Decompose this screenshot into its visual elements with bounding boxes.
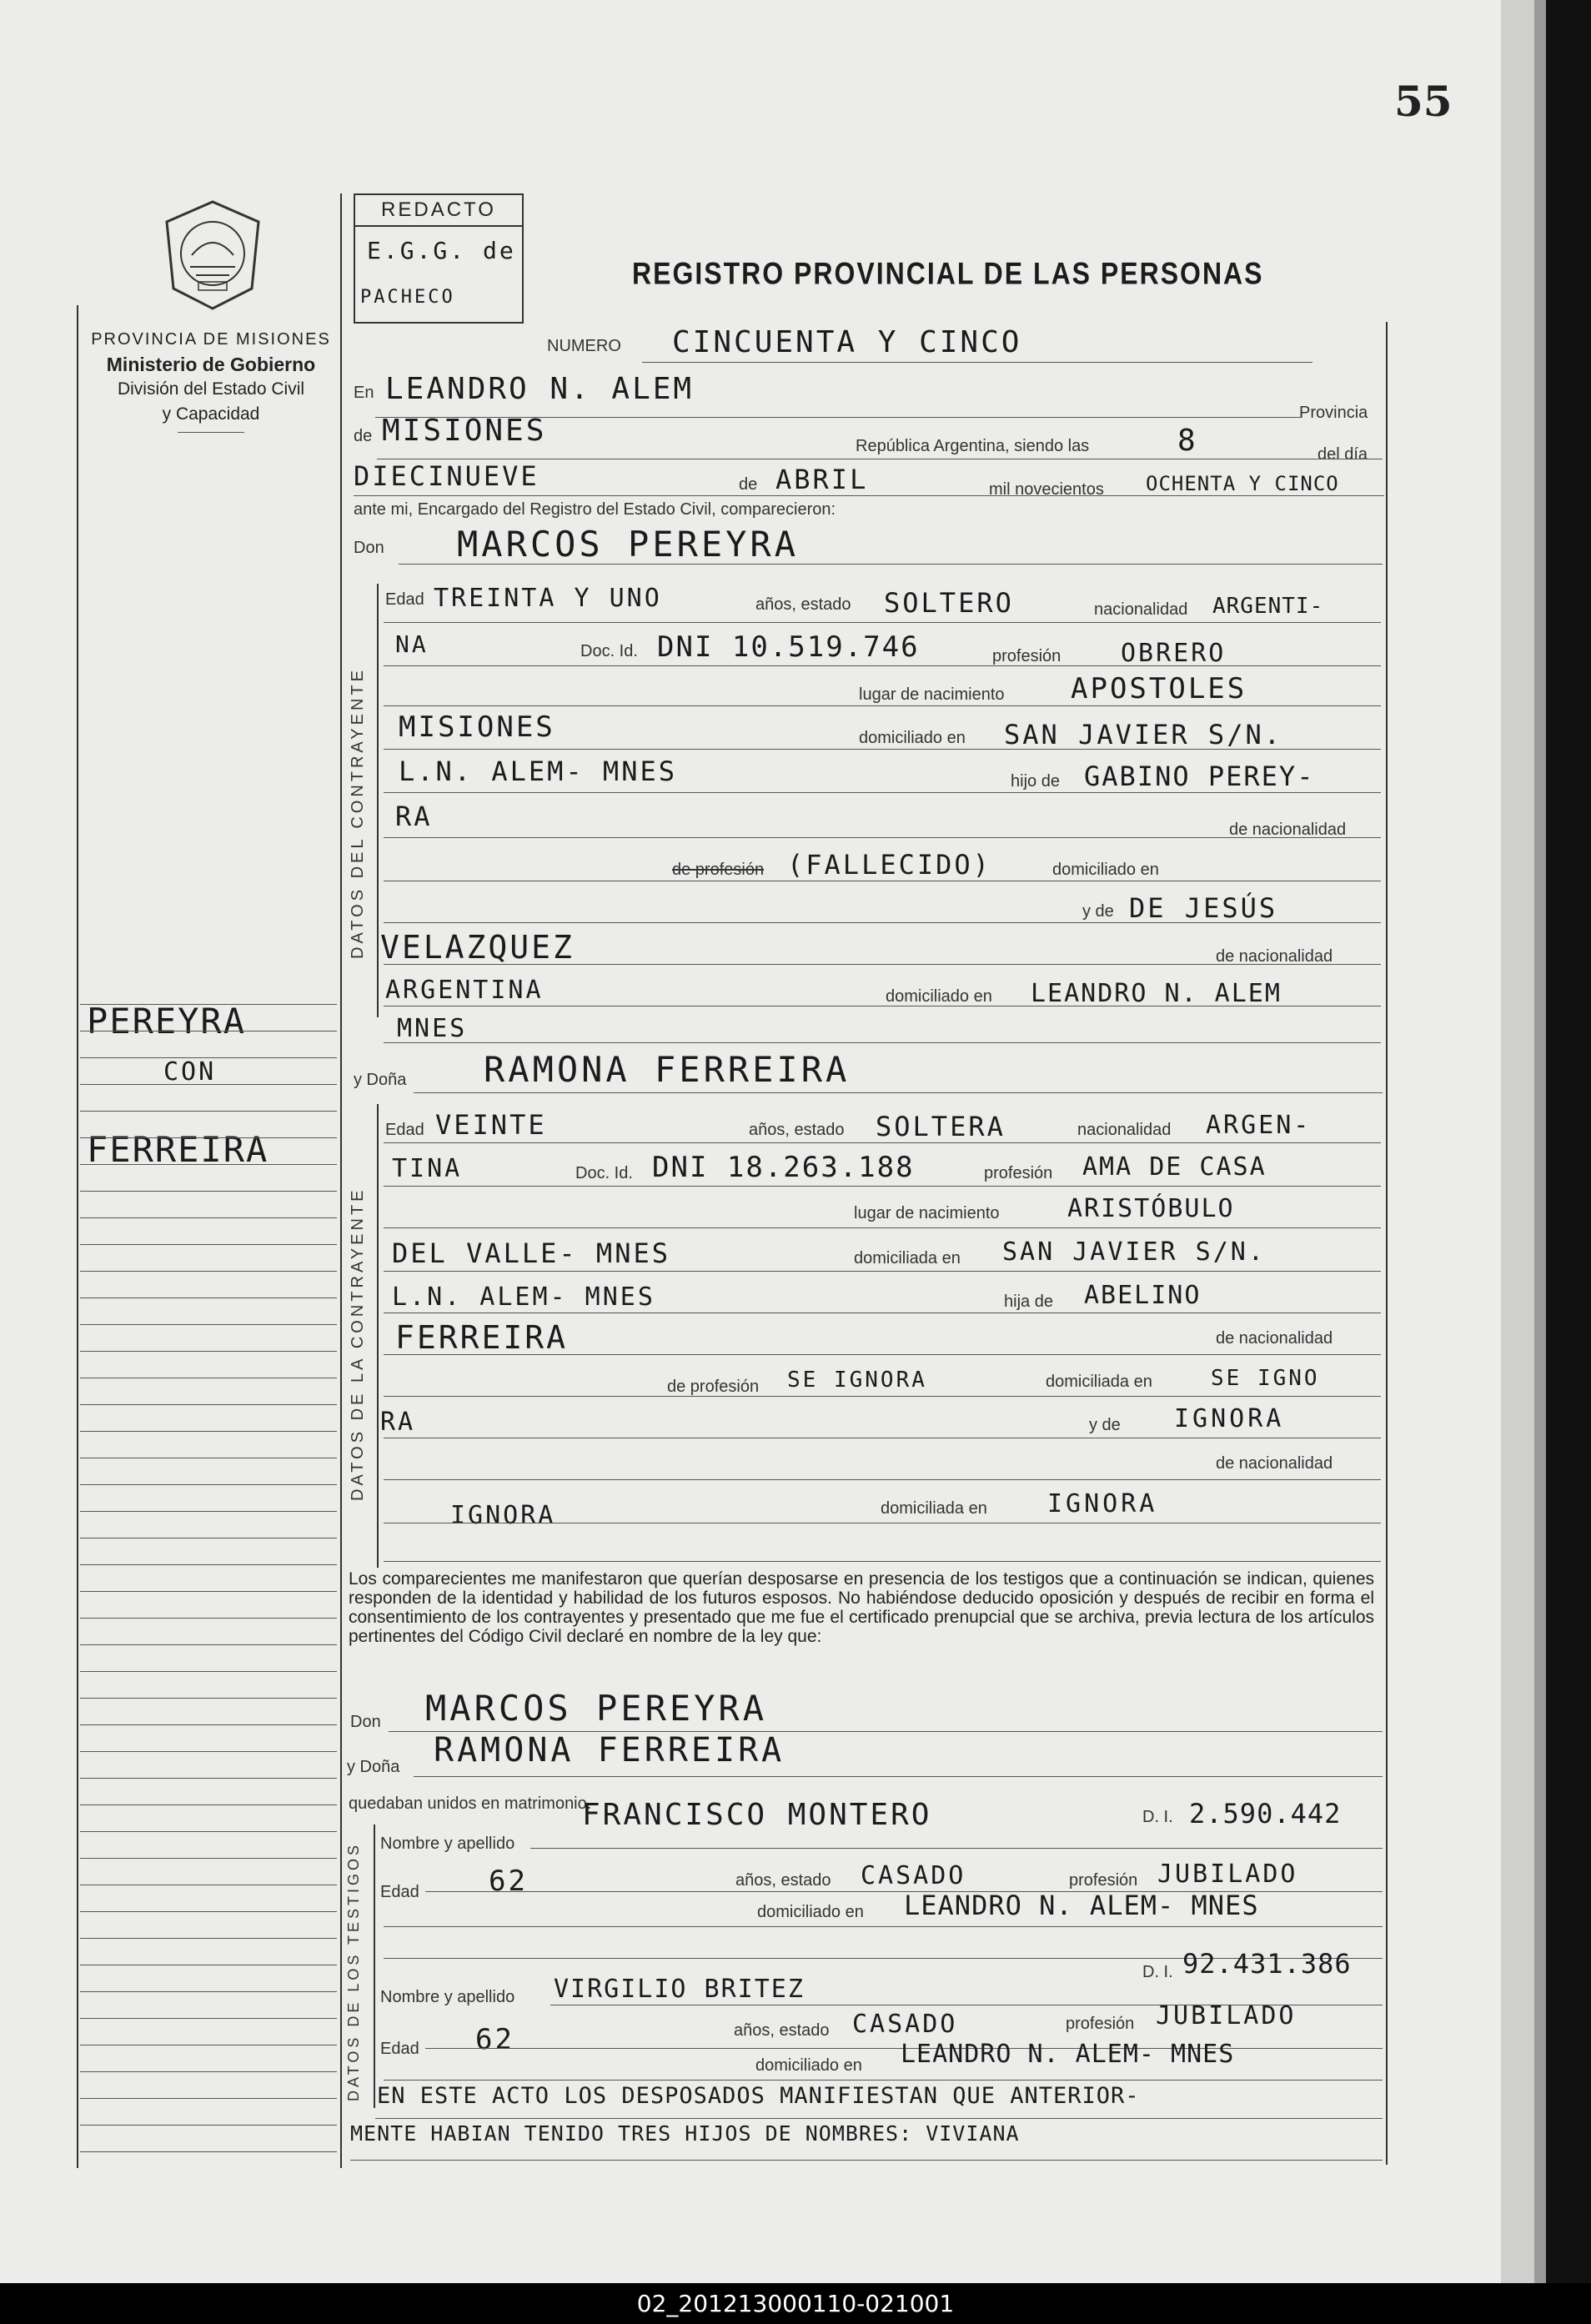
declaracion-dona: RAMONA FERREIRA [434,1731,785,1769]
dona-label-2: y Doña [347,1758,400,1776]
contrayenta-madre: IGNORA [1174,1404,1285,1433]
t1-estado: CASADO [861,1861,966,1890]
contrayenta-dom1: SAN JAVIER S/N. [1002,1237,1266,1267]
t2-profesion: JUBILADO [1156,2001,1297,2030]
estado-label: años, estado [755,595,851,614]
contrayente-padre2: RA [395,801,433,832]
don-label-2: Don [350,1713,381,1731]
margin-rule [80,1217,337,1218]
margin-rule [80,1938,337,1939]
page-edge [1501,0,1534,2283]
numero-value: CINCUENTA Y CINCO [672,325,1022,359]
form-right-border [1386,322,1388,2165]
t2-edad-label: Edad [380,2040,419,2058]
profesion-label: profesión [992,647,1062,665]
margin-note-line3: FERREIRA [87,1129,269,1170]
scan-footer-id: 02_201213000110-021001 [0,2283,1591,2324]
declaracion-parrafo: Los comparecientes me manifestaron que querían desposarse en presencia de los testigos que a continuación se indican, quienes responden de la identidad y habilidad de los futuros esposos. No habiéndose deducido oposición y después de recibir en forma el consentimiento de los contrayentes y presentado que me fue el certificado prenupcial que se archiva, previa lectura de los artículos pertinentes del Código Civil declaré en nombre de la ley que: [349,1569,1374,1646]
redacto-line1: E.G.G. de [367,237,516,264]
margin-rule [80,2151,337,2152]
page-edge-shadow [1534,0,1546,2283]
margin-rule [80,1911,337,1912]
domiciliada-label: domiciliada en [854,1249,961,1267]
t2-estado: CASADO [852,2010,958,2039]
margin-rule [80,1084,337,1085]
t2-domicilio-label: domiciliado en [755,2056,862,2075]
don-label: Don [354,539,384,557]
margin-rule [80,1751,337,1752]
contrayente-madre-dom1: LEANDRO N. ALEM [1031,979,1282,1008]
edad-label-2: Edad [385,1121,424,1139]
ante-label: ante mi, Encargado del Registro del Estado Civil, comparecieron: [354,500,836,519]
margin-rule [80,1724,337,1725]
contrayente-dom2: L.N. ALEM- MNES [399,755,677,787]
domicilio-label: domiciliado en [859,729,966,747]
hora-value: 8 [1177,424,1198,458]
t1-edad-label: Edad [380,1883,419,1901]
domiciliada-label-3: domiciliada en [881,1499,987,1518]
de-profesion-label: de profesión [672,861,765,879]
t2-estado-label: años, estado [734,2021,830,2040]
margin-rule [80,1244,337,1245]
declaracion-don: MARCOS PEREYRA [425,1688,768,1729]
hija-label: hija de [1004,1293,1053,1311]
margin-rule [80,1484,337,1485]
mes-value: ABRIL [775,464,869,495]
t2-domicilio: LEANDRO N. ALEM- MNES [901,2040,1235,2069]
ministry-line: Ministerio de Gobierno [106,354,316,375]
contrayente-nombre: MARCOS PEREYRA [457,524,800,565]
contrayenta-lugar-nac1: ARISTÓBULO [1067,1194,1235,1223]
contrayente-nac1: ARGENTI- [1212,594,1324,619]
division-line: División del Estado Civil [117,379,305,399]
t2-di-label: D. I. [1142,1963,1173,1981]
de-nacionalidad-label-2: de nacionalidad [1216,947,1333,966]
contrayente-doc: DNI 10.519.746 [657,630,920,664]
contrayente-padre-estado: (FALLECIDO) [787,849,991,881]
testigos-vertical-label: DATOS DE LOS TESTIGOS [345,1841,362,2101]
contrayente-lugar-nac1: APOSTOLES [1071,672,1247,705]
contrayenta-nac2: TINA [392,1154,463,1183]
doc-label: Doc. Id. [580,642,638,660]
t2-nombre: VIRGILIO BRITEZ [554,1975,805,2004]
estado-label-2: años, estado [749,1121,845,1139]
margin-note-line2: CON [163,1057,217,1087]
nacionalidad-label: nacionalidad [1094,600,1188,619]
nacionalidad-label-2: nacionalidad [1077,1121,1172,1139]
margin-rule [80,1004,337,1005]
domicilio-label-3: domiciliado en [886,987,992,1006]
domiciliada-label-2: domiciliada en [1046,1373,1152,1391]
margin-rule [80,1324,337,1325]
contrayenta-madre-nac: IGNORA [450,1501,556,1530]
margin-right-border [340,193,342,2168]
t1-profesion: JUBILADO [1157,1860,1298,1889]
province-header [78,327,344,433]
contrayente-profesion: OBRERO [1121,639,1227,668]
numero-label: NUMERO [547,337,621,355]
domicilio-label-2: domiciliado en [1052,861,1159,879]
contrayenta-madre-dom: IGNORA [1047,1489,1158,1518]
y-de-label: y de [1082,902,1114,921]
redacto-label: REDACTO [355,198,522,227]
provincia-label: Provincia [1299,404,1368,422]
page-number: 55 [1394,77,1453,126]
contrayente-lugar-nac2: MISIONES [399,710,555,744]
de-label-2: de [739,475,758,494]
margin-rule [80,1431,337,1432]
margin-left-border [77,305,78,2168]
anio-value: OCHENTA Y CINCO [1146,472,1339,495]
t1-estado-label: años, estado [735,1871,831,1890]
contrayenta-padre2: FERREIRA [395,1319,569,1356]
province-line: PROVINCIA DE MISIONES [91,330,331,349]
contrayente-edad: TREINTA Y UNO [434,584,662,613]
nota-line2: MENTE HABIAN TENIDO TRES HIJOS DE NOMBRES: VIVIANA [350,2121,1020,2146]
margin-rule [80,1591,337,1592]
margin-rule [80,1351,337,1352]
margin-rule [80,1271,337,1272]
lugar-nac-label-2: lugar de nacimiento [854,1204,1000,1222]
t2-di: 92.431.386 [1182,1948,1352,1980]
margin-rule [80,1057,337,1058]
y-de-label-2: y de [1089,1416,1121,1434]
contrayente-nac2: NA [395,630,429,658]
edad-label: Edad [385,590,424,609]
contrayenta-dom2: L.N. ALEM- MNES [392,1282,655,1312]
margin-rule [80,1698,337,1699]
margin-rule [80,1858,337,1859]
provincia-value: MISIONES [382,414,547,448]
lugar-value: LEANDRO N. ALEM [385,372,695,406]
contrayenta-padre-dom1: SE IGNO [1211,1366,1320,1391]
contrayenta-edad: VEINTE [435,1109,547,1141]
t2-nombre-label: Nombre y apellido [380,1988,515,2006]
margin-rule [80,1991,337,1992]
margin-rule [80,2125,337,2126]
hijo-label: hijo de [1011,772,1060,791]
contrayente-madre1: DE JESÚS [1129,892,1278,924]
capacity-line: y Capacidad [162,404,260,424]
contrayente-vertical-label: DATOS DEL CONTRAYENTE [349,667,367,959]
dia-value: DIECINUEVE [354,460,540,492]
redacto-line2: PACHECO [360,287,455,308]
t1-nombre-label: Nombre y apellido [380,1835,515,1853]
margin-rule [80,1831,337,1832]
t2-edad: 62 [475,2023,514,2056]
provincial-seal-icon [158,197,267,314]
contrayenta-doc: DNI 18.263.188 [652,1151,915,1184]
quedaban-label: quedaban unidos en matrimonio. [349,1794,592,1813]
lugar-nac-label: lugar de nacimiento [859,685,1005,704]
de-profesion-label-2: de profesión [667,1378,760,1396]
doc-label-2: Doc. Id. [575,1164,633,1182]
margin-rule [80,1511,337,1512]
en-label: En [354,384,374,402]
margin-rule [80,1778,337,1779]
contrayenta-padre1: ABELINO [1084,1281,1202,1310]
margin-rule [80,1137,337,1138]
document-title: REGISTRO PROVINCIAL DE LAS PERSONAS [632,256,1264,291]
t1-di: 2.590.442 [1189,1798,1342,1830]
contrayenta-lugar-nac2: DEL VALLE- MNES [392,1237,670,1269]
contrayenta-nac1: ARGEN- [1206,1111,1312,1140]
t1-di-label: D. I. [1142,1808,1173,1826]
contrayenta-profesion: AMA DE CASA [1082,1152,1267,1182]
contrayenta-nombre: RAMONA FERREIRA [484,1049,851,1090]
redacto-box [354,193,524,324]
margin-rule [80,2071,337,2072]
del-dia-label: del día [1317,445,1368,464]
de-nacionalidad-label-3: de nacionalidad [1216,1329,1333,1348]
mil-label: mil novecientos [989,480,1104,499]
contrayente-dom1: SAN JAVIER S/N. [1004,719,1282,750]
t1-domicilio: LEANDRO N. ALEM- MNES [904,1890,1259,1921]
de-nacionalidad-label: de nacionalidad [1229,821,1347,839]
t1-edad: 62 [489,1865,528,1898]
contrayenta-padre-dom2: RA [380,1408,416,1437]
margin-rule [80,1644,337,1645]
margin-rule [80,1111,337,1112]
margin-rule [80,1564,337,1565]
margin-rule [80,1191,337,1192]
t1-domicilio-label: domiciliado en [757,1903,864,1921]
profesion-label-2: profesión [984,1164,1053,1182]
margin-rule [80,1618,337,1619]
contrayente-estado: SOLTERO [884,587,1014,619]
contrayenta-vertical-label: DATOS DE LA CONTRAYENTE [349,1187,367,1501]
contrayente-madre2: VELAZQUEZ [380,929,575,966]
margin-rule [80,1164,337,1165]
margin-rule [80,2098,337,2099]
contrayente-madre-nac: ARGENTINA [385,976,544,1005]
de-nacionalidad-label-4: de nacionalidad [1216,1454,1333,1473]
nota-line1: EN ESTE ACTO LOS DESPOSADOS MANIFIESTAN QUE ANTERIOR- [377,2083,1140,2109]
margin-rule [80,2018,337,2019]
de-label: de [354,427,373,445]
margin-rule [80,1671,337,1672]
t2-profesion-label: profesión [1066,2015,1135,2033]
contrayenta-padre-prof: SE IGNORA [787,1368,927,1393]
contrayenta-estado: SOLTERA [876,1111,1006,1142]
margin-rule [80,1804,337,1805]
contrayente-padre1: GABINO PEREY- [1084,760,1315,792]
dona-label: y Doña [354,1071,407,1089]
margin-note-line1: PEREYRA [87,1001,247,1042]
t1-profesion-label: profesión [1069,1871,1138,1890]
margin-rule [80,1404,337,1405]
t1-nombre: FRANCISCO MONTERO [582,1798,932,1832]
republica-label: República Argentina, siendo las [856,437,1090,455]
contrayente-madre-dom2: MNES [397,1014,468,1043]
